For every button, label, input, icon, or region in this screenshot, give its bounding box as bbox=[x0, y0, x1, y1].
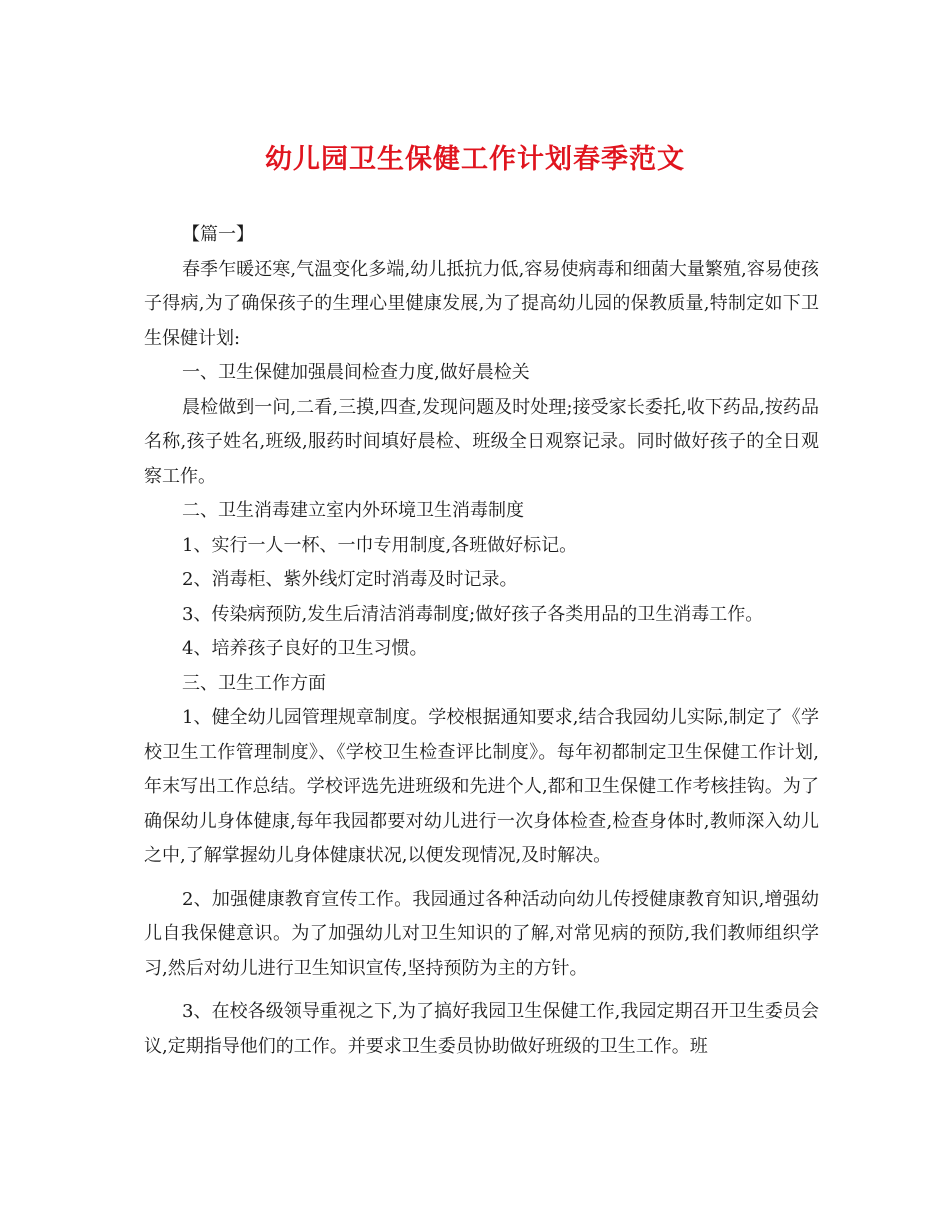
list-item: 3、传染病预防,发生后清洁消毒制度;做好孩子各类用品的卫生消毒工作。 bbox=[182, 603, 764, 625]
paragraph-morning-check: 晨检做到一问,二看,三摸,四查,发现问题及时处理;接受家长委托,收下药品,按药品名称,孩子姓名,班级,服药时间填好晨检、班级全日观察记录。同时做好孩子的全日观察工作。 bbox=[144, 396, 819, 487]
section-heading-1: 一、卫生保健加强晨间检查力度,做好晨检关 bbox=[182, 362, 530, 383]
list-item: 1、实行一人一杯、一巾专用制度,各班做好标记。 bbox=[182, 534, 578, 556]
list-item: 2、消毒柜、紫外线灯定时消毒及时记录。 bbox=[182, 569, 518, 590]
section-heading-2: 二、卫生消毒建立室内外环境卫生消毒制度 bbox=[182, 500, 524, 521]
intro-paragraph: 春季乍暖还寒,气温变化多端,幼儿抵抗力低,容易使病毒和细菌大量繁殖,容易使孩子得病,为了确保孩子的生理心里健康发展,为了提高幼儿园的保教质量,特制定如下卫生保健计划: bbox=[144, 258, 819, 349]
list-item: 4、培养孩子良好的卫生习惯。 bbox=[182, 638, 428, 659]
document-body bbox=[144, 218, 819, 1064]
section-marker: 【篇一】 bbox=[182, 224, 254, 245]
paragraph-leadership: 3、在校各级领导重视之下,为了搞好我园卫生保健工作,我园定期召开卫生委员会议,定期指导他们的工作。并要求卫生委员协助做好班级的卫生工作。班 bbox=[144, 1001, 819, 1057]
section-heading-3: 三、卫生工作方面 bbox=[182, 672, 326, 694]
paragraph-management: 1、健全幼儿园管理规章制度。学校根据通知要求,结合我园幼儿实际,制定了《学校卫生工作管理制度》、《学校卫生检查评比制度》。每年初都制定卫生保健工作计划,年末写出工作总结。学校评选先进班级和先进个人,都和卫生保健工作考核挂钩。为了确保幼儿身体健康,每年我园都要对幼儿进行一次身体检查,检查身体时,教师深入幼儿之中,了解掌握幼儿身体健康状况,以便发现情况,及时解决。 bbox=[144, 707, 819, 866]
paragraph-health-education: 2、加强健康教育宣传工作。我园通过各种活动向幼儿传授健康教育知识,增强幼儿自我保健意识。为了加强幼儿对卫生知识的了解,对常见病的预防,我们教师组织学习,然后对幼儿进行卫生知识宣传,坚持预防为主的方针。 bbox=[144, 888, 819, 979]
document-title: 幼儿园卫生保健工作计划春季范文 bbox=[265, 144, 685, 175]
